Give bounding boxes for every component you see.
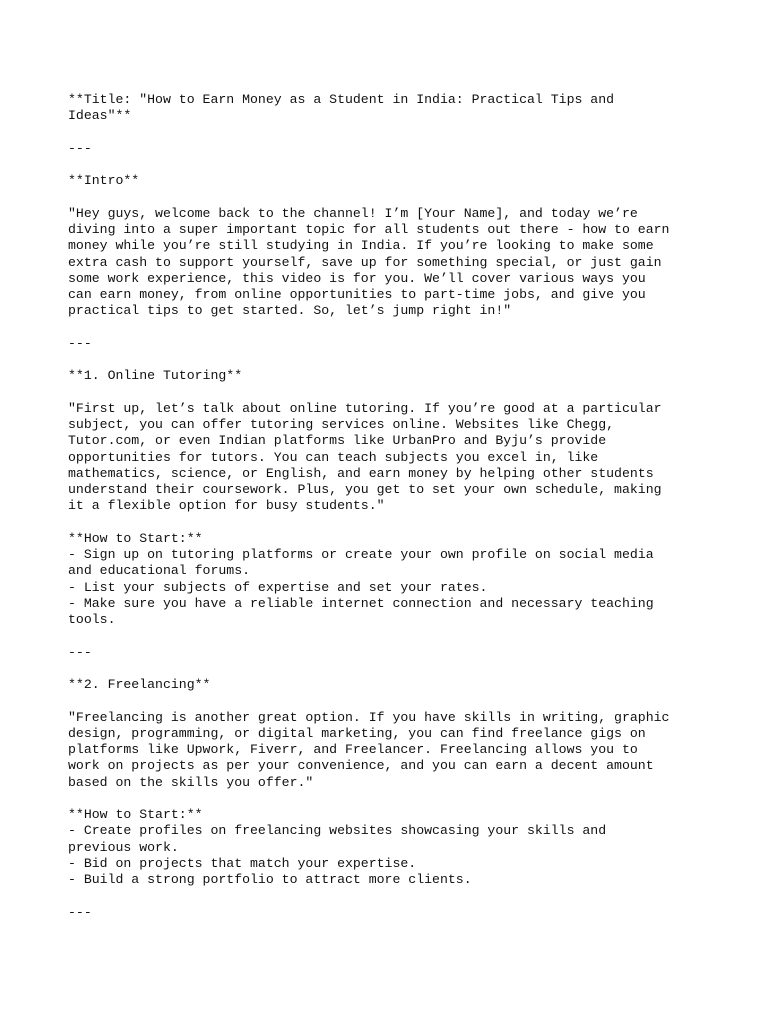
section-freelancing [68, 677, 718, 888]
paragraph-line: understand their coursework. Plus, you get to set your own schedule, making [68, 482, 662, 497]
paragraph-line: "First up, let’s talk about online tutoring. If you’re good at a particular [68, 400, 662, 416]
separator: --- [68, 335, 92, 351]
paragraph-line: "Hey guys, welcome back to the channel! I’m [Your Name], and today we’re [68, 205, 638, 221]
intro-heading: **Intro** [68, 173, 140, 189]
paragraph-line: design, programming, or digital marketing, you can find freelance gigs on [68, 725, 646, 741]
list-item: - Sign up on tutoring platforms or create your own profile on social media [68, 547, 654, 562]
paragraph-line: mathematics, science, or English, and earn money by helping other students [68, 465, 654, 481]
paragraph-line: subject, you can offer tutoring services online. Websites like Chegg, [68, 417, 615, 432]
section-heading: **1. Online Tutoring** [68, 368, 243, 384]
list-item: - Bid on projects that match your expertise. [68, 855, 417, 871]
list-item: - Build a strong portfolio to attract more clients. [68, 872, 472, 887]
section-paragraph [68, 401, 718, 515]
list-item: - List your subjects of expertise and set your rates. [68, 579, 488, 595]
paragraph-line: based on the skills you offer." [68, 774, 314, 790]
title-line: **Title: "How to Earn Money as a Student in India: Practical Tips and [68, 92, 615, 107]
separator: --- [68, 904, 92, 920]
title-line: Ideas"** [68, 108, 132, 124]
list-item: - Make sure you have a reliable internet connection and necessary teaching [68, 595, 654, 611]
separator: --- [68, 140, 92, 156]
paragraph-line: money while you’re still studying in India. If you’re looking to make some [68, 238, 654, 254]
separator: --- [68, 644, 92, 660]
how-to-heading: **How to Start:** [68, 530, 203, 546]
document-title [68, 92, 718, 125]
paragraph-line: practical tips to get started. So, let’s jump right in!" [68, 303, 512, 319]
section-paragraph [68, 710, 718, 791]
list-item: tools. [68, 612, 116, 627]
paragraph-line: extra cash to support yourself, save up for something special, or just gain [68, 254, 662, 270]
paragraph-line: opportunities for tutors. You can teach subjects you excel in, like [68, 449, 599, 465]
paragraph-line: platforms like Upwork, Fiverr, and Freelancer. Freelancing allows you to [68, 742, 638, 757]
how-to-heading: **How to Start:** [68, 807, 203, 822]
section-online-tutoring [68, 368, 718, 628]
document-page [68, 92, 718, 921]
how-to-list [68, 823, 718, 888]
paragraph-line: "Freelancing is another great option. If you have skills in writing, graphic [68, 709, 670, 725]
intro-paragraph [68, 206, 718, 320]
paragraph-line: can earn money, from online opportunities to part-time jobs, and give you [68, 287, 646, 302]
paragraph-line: it a flexible option for busy students." [68, 498, 385, 514]
list-item: previous work. [68, 839, 179, 855]
intro-section [68, 173, 718, 319]
paragraph-line: diving into a super important topic for all students out there - how to earn [68, 222, 670, 237]
list-item: and educational forums. [68, 563, 251, 579]
paragraph-line: work on projects as per your convenience, and you can earn a decent amount [68, 758, 654, 774]
section-heading: **2. Freelancing** [68, 677, 211, 692]
paragraph-line: some work experience, this video is for you. We’ll cover various ways you [68, 270, 646, 286]
paragraph-line: Tutor.com, or even Indian platforms like UrbanPro and Byju’s provide [68, 433, 607, 449]
how-to-list [68, 547, 718, 628]
list-item: - Create profiles on freelancing websites showcasing your skills and [68, 823, 607, 839]
